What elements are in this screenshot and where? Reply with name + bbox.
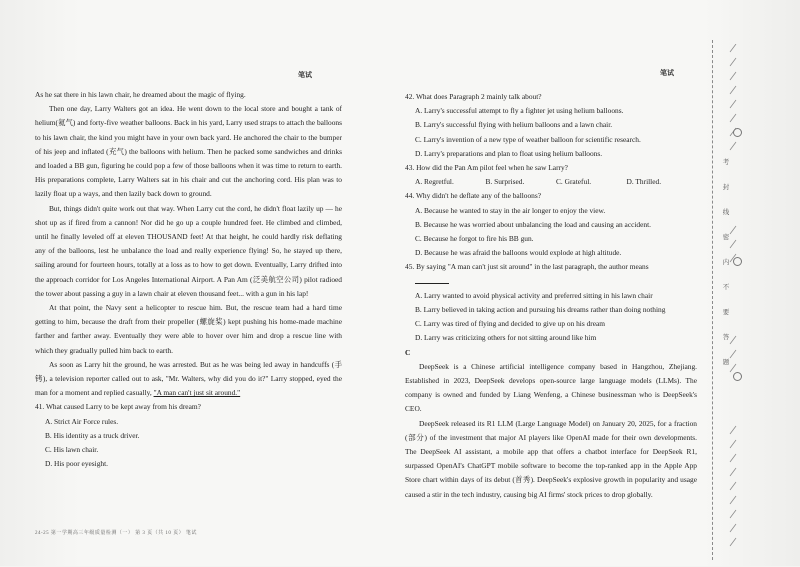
question-43-option: C. Grateful.	[556, 177, 592, 187]
seal-char: 答	[722, 334, 730, 341]
seal-char: 不	[722, 284, 730, 291]
last-paragraph-lead: As soon as Larry hit the ground, he was arrested. But as he was being led away in handcuffs (手铐), a television reporter called out to ask, "Mr. Walters, why did you do it?" Larry stopped, eyed the man for a moment and replied casually,	[35, 359, 342, 398]
question-43-option: A. Regretful.	[415, 177, 454, 187]
passage-paragraph: But, things didn't quite work out that way. When Larry cut the cord, he didn't float lazily up — he shot up as if fired from a cannon! Nor did he go up a couple hundred feet. He climbed and climbed, until he finally leveled off at eleven THOUSAND feet! At that height, he could hardly risk deflating any of the balloons, lest he unbalance the load and really experience flying! So, he stayed up there, sailing around for fourteen hours, totally at a loss as to how to get down. Eventually, Larry drifted into the approach corridor for Los Angeles International Airport. A Pan Am (泛美航空公司) pilot radioed the tower about passing a guy in a lawn chair at eleven thousand feet... with a gun in his lap!	[35, 203, 342, 298]
question-43-option: D. Thrilled.	[626, 177, 662, 187]
answer-blank	[405, 275, 697, 289]
passage-c-paragraph: DeepSeek is a Chinese artificial intelligence company based in Hangzhou, Zhejiang. Established in 2023, DeepSeek develops open-source large language models (LLMs). The company is owned and funded by Liang Wenfeng, a Chinese businessman who is DeepSeek's CEO.	[405, 361, 697, 414]
question-44-option: B. Because he was worried about unbalancing the load and causing an accident.	[415, 219, 652, 229]
binding-hole	[733, 257, 742, 266]
question-41-option: C. His lawn chair.	[45, 445, 99, 455]
question-45-option: B. Larry believed in taking action and pursuing his dreams rather than doing nothing	[415, 305, 666, 315]
question-42-option: D. Larry's preparations and plan to float using helium balloons.	[415, 148, 603, 158]
seal-char: 题	[722, 359, 730, 366]
section-c-heading: C	[405, 347, 411, 357]
seal-char: 考	[722, 159, 730, 166]
seal-char: 密	[722, 234, 730, 241]
question-45-option: A. Larry wanted to avoid physical activity and preferred sitting in his lawn chair	[415, 290, 653, 300]
question-41-option: A. Strict Air Force rules.	[45, 416, 119, 426]
seal-warning-text	[721, 158, 731, 367]
right-column	[405, 90, 697, 502]
question-42-option: B. Larry's successful flying with helium balloons and a lawn chair.	[415, 120, 613, 130]
right-header-tag: 笔试	[660, 69, 674, 77]
seal-dashed-line	[712, 40, 714, 560]
binding-hole	[733, 372, 742, 381]
question-42-option: A. Larry's successful attempt to fly a fighter jet using helium balloons.	[415, 106, 624, 116]
question-44-option: C. Because he forgot to fire his BB gun.	[415, 234, 534, 244]
seal-char: 要	[722, 309, 730, 316]
passage-paragraph: At that point, the Navy sent a helicopter to rescue him. But, the rescue team had a hard time getting to him, because the draft from their propeller (螺旋桨) kept pushing his home-made machine farther and farther away. Eventually they were able to hover over him and drop a rescue line with which they gradually pulled him back to earth.	[35, 303, 342, 355]
question-41-option: D. His poor eyesight.	[45, 459, 109, 469]
question-42-option: C. Larry's invention of a new type of weather balloon for scientific research.	[415, 134, 641, 144]
seal-char: 封	[722, 184, 730, 191]
answer-blank-line	[415, 277, 449, 284]
left-column	[35, 88, 342, 471]
question-45-option: D. Larry was criticizing others for not sitting around like him	[415, 333, 597, 343]
question-45-stem: 45. By saying "A man can't just sit around" in the last paragraph, the author means	[405, 262, 649, 272]
passage-c-paragraph: DeepSeek released its R1 LLM (Large Language Model) on January 20, 2025, for a fraction (部分) of the investment that major AI players like OpenAI made for their own developments. The DeepSeek AI assistant, a mobile app that offers a chatbot interface for DeepSeek R1, surpassed OpenAI's ChatGPT mobile software to become the top-ranked app in the Apple App Store chart within days of its debut (首秀). DeepSeek's explosive growth in popularity and usage caused a stir in the tech industry, causing big AI firms' stock prices to drop globally.	[405, 418, 697, 499]
passage-paragraph: As he sat there in his lawn chair, he dreamed about the magic of flying.	[35, 90, 246, 99]
question-41-option: B. His identity as a truck driver.	[45, 430, 140, 440]
question-45-option: C. Larry was tired of flying and decided to give up on his dream	[415, 319, 606, 329]
binding-hole	[733, 128, 742, 137]
question-43-options	[405, 175, 697, 189]
question-44-option: A. Because he wanted to stay in the air longer to enjoy the view.	[415, 205, 606, 215]
left-header-tag: 笔试	[298, 71, 312, 79]
seal-char: 线	[722, 209, 730, 216]
question-43-stem: 43. How did the Pan Am pilot feel when he saw Larry?	[405, 163, 568, 173]
question-42-stem: 42. What does Paragraph 2 mainly talk about?	[405, 92, 542, 101]
passage-paragraph	[35, 358, 342, 401]
question-44-option: D. Because he was afraid the balloons would explode at high altitude.	[415, 248, 622, 258]
underlined-quote: "A man can't just sit around."	[153, 388, 241, 398]
question-44-stem: 44. Why didn't he deflate any of the balloons?	[405, 191, 542, 201]
question-43-option: B. Surprised.	[485, 177, 525, 187]
seal-char: 内	[722, 259, 730, 266]
passage-paragraph: Then one day, Larry Walters got an idea. He went down to the local store and bought a tank of helium(氦气) and forty-five weather balloons. Back in his yard, Larry used straps to attach the balloons to his lawn chair, the kind you might have in your own back yard. He anchored the chair to the bumper of his jeep and inflated (充气) the balloons with helium. Then he packed some sandwiches and drinks and loaded a BB gun, figuring he could pop a few of those balloons when it was time to return to earth. His preparations complete, Larry Walters sat in his chair and cut the anchoring cord. His plan was to lazily float up a ways, and then lazily back down to ground.	[35, 104, 342, 199]
question-41-stem: 41. What caused Larry to be kept away from his dream?	[35, 402, 201, 412]
page-footer: 24-25 第一学期高三年级质量检测（一） 第 3 页（共 10 页） 笔试	[35, 531, 197, 536]
